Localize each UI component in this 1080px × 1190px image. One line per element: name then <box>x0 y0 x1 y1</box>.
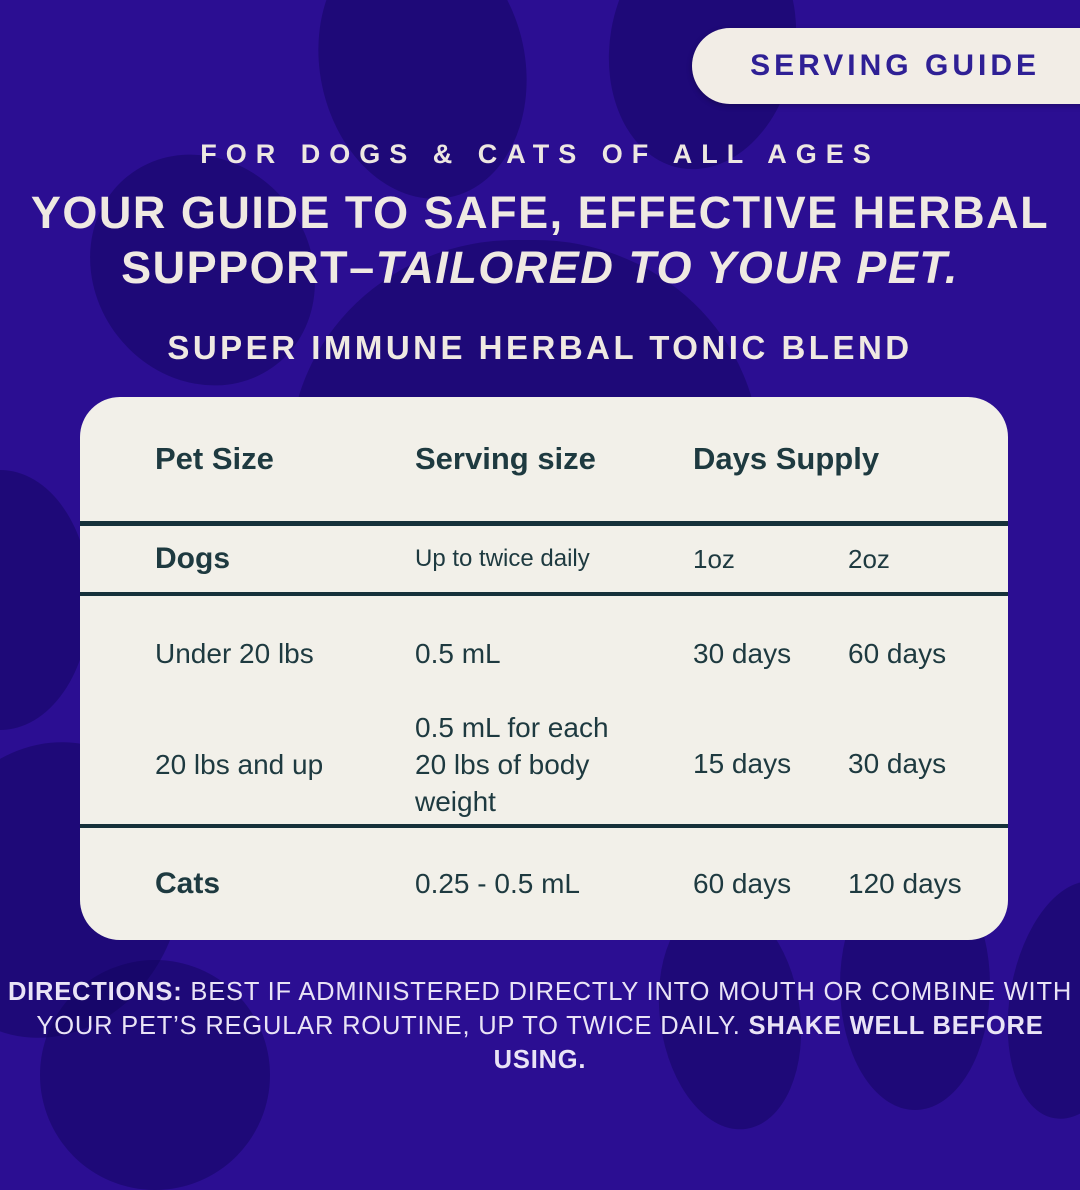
table-row-under-20lbs <box>80 596 1008 704</box>
pet-size-cell: 20 lbs and up <box>155 748 324 780</box>
page-title <box>0 185 1080 295</box>
directions-emphasis: SHAKE WELL BEFORE USING. <box>493 1012 1044 1074</box>
directions-text <box>0 975 1080 1077</box>
bottle-size-1oz: 1oz <box>693 543 735 574</box>
serving-guide-badge-label: SERVING GUIDE <box>750 49 1040 82</box>
serving-size-cell: 0.25 - 0.5 mL <box>415 868 580 899</box>
dogs-serving: Up to twice daily <box>415 545 590 572</box>
dogs-label: Dogs <box>155 542 230 575</box>
directions-label: DIRECTIONS: <box>7 978 183 1006</box>
column-header-pet-size: Pet Size <box>155 441 274 476</box>
table-row-cats <box>80 828 1008 940</box>
cats-label: Cats <box>155 867 221 900</box>
serving-table-card <box>80 397 1008 940</box>
headline-line1: YOUR GUIDE TO SAFE, EFFECTIVE HERBAL <box>30 187 1050 238</box>
days-supply-1oz-cell: 15 days <box>693 748 792 779</box>
product-name: SUPER IMMUNE HERBAL TONIC BLEND <box>167 329 913 366</box>
headline-line2-regular: SUPPORT– <box>121 242 376 293</box>
table-row-20lbs-and-up <box>80 704 1008 824</box>
paw-toe-decoration <box>0 470 90 730</box>
serving-size-cell: 0.5 mL for each 20 lbs of body weight <box>415 711 609 817</box>
days-supply-2oz-cell: 60 days <box>848 638 947 669</box>
directions-body: BEST IF ADMINISTERED DIRECTLY INTO MOUTH OR COMBINE WITH YOUR PET’S REGULAR ROUTINE, UP TO TWICE DAILY. <box>36 978 1073 1040</box>
table-header-row <box>80 397 1008 521</box>
serving-guide-badge <box>692 28 1080 104</box>
bottle-size-2oz: 2oz <box>848 543 890 574</box>
table-row-dogs <box>80 526 1008 592</box>
eyebrow-text: FOR DOGS & CATS OF ALL AGES <box>200 139 880 169</box>
days-supply-1oz-cell: 60 days <box>693 868 792 899</box>
serving-size-cell: 0.5 mL <box>415 638 501 669</box>
days-supply-1oz-cell: 30 days <box>693 638 792 669</box>
days-supply-2oz-cell: 120 days <box>848 868 962 899</box>
pet-size-cell: Under 20 lbs <box>155 638 314 669</box>
days-supply-2oz-cell: 30 days <box>848 748 947 779</box>
column-header-serving-size: Serving size <box>415 441 596 476</box>
column-header-days-supply: Days Supply <box>693 441 880 476</box>
headline-line2-italic: TAILORED TO YOUR PET. <box>375 242 959 293</box>
